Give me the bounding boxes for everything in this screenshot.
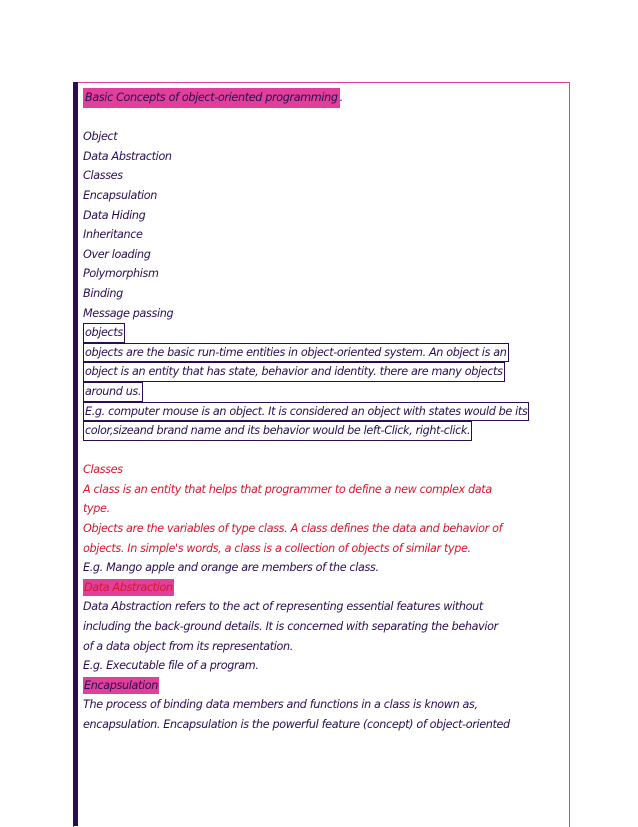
document-body: [83, 88, 565, 735]
classes-heading: Classes: [83, 463, 123, 477]
encapsulation-section: [83, 676, 565, 735]
document-title: Basic Concepts of object-oriented programming .: [83, 88, 565, 108]
classes-text-line: E.g. Mango apple and orange are members of the class.: [83, 561, 379, 575]
concept-item: Over loading: [83, 247, 151, 261]
concept-list: [83, 127, 565, 323]
objects-section: [83, 323, 565, 441]
abstraction-text-line: including the back-ground details. It is concerned with separating the behavior: [83, 620, 498, 634]
encapsulation-text-line: encapsulation. Encapsulation is the powerful feature (concept) of object-oriented: [83, 718, 510, 731]
abstraction-text-line: of a data object from its representation.: [83, 639, 294, 653]
encapsulation-text-line: The process of binding data members and functions in a class is known as,: [83, 698, 478, 712]
concept-item: Classes: [83, 169, 123, 183]
abstraction-section: [83, 578, 565, 676]
concept-item: Object: [83, 130, 118, 144]
concept-item: Message passing: [83, 306, 174, 320]
objects-text-line: around us.: [83, 382, 143, 402]
objects-heading: objects: [83, 323, 125, 343]
concept-item: Binding: [83, 286, 123, 300]
abstraction-heading: Data Abstraction: [84, 580, 173, 594]
abstraction-text-line: Data Abstraction refers to the act of representing essential features without: [83, 600, 483, 614]
objects-text-line: E.g. computer mouse is an object. It is considered an object with states would be its: [83, 402, 529, 422]
classes-section: [83, 460, 565, 578]
classes-text-line: type.: [83, 502, 110, 516]
concept-item: Data Abstraction: [83, 149, 172, 163]
objects-text-line: objects are the basic run-time entities in object-oriented system. An object is an: [83, 343, 509, 363]
classes-text-line: Objects are the variables of type class. A class defines the data and behavior of: [83, 522, 503, 536]
abstraction-text-line: E.g. Executable file of a program.: [83, 659, 259, 673]
concept-item: Polymorphism: [83, 267, 159, 281]
concept-item: Inheritance: [83, 228, 143, 242]
classes-text-line: objects. In simple's words, a class is a collection of objects of similar type.: [83, 541, 471, 555]
objects-text-line: color,sizeand brand name and its behavior would be left-Click, right-click.: [83, 421, 472, 441]
concept-item: Data Hiding: [83, 208, 146, 222]
objects-text-line: object is an entity that has state, behavior and identity. there are many objects: [83, 362, 505, 382]
classes-text-line: A class is an entity that helps that programmer to define a new complex data: [83, 482, 492, 496]
encapsulation-heading: Encapsulation: [84, 678, 159, 692]
left-margin-bar: [73, 82, 78, 826]
concept-item: Encapsulation: [83, 188, 158, 202]
